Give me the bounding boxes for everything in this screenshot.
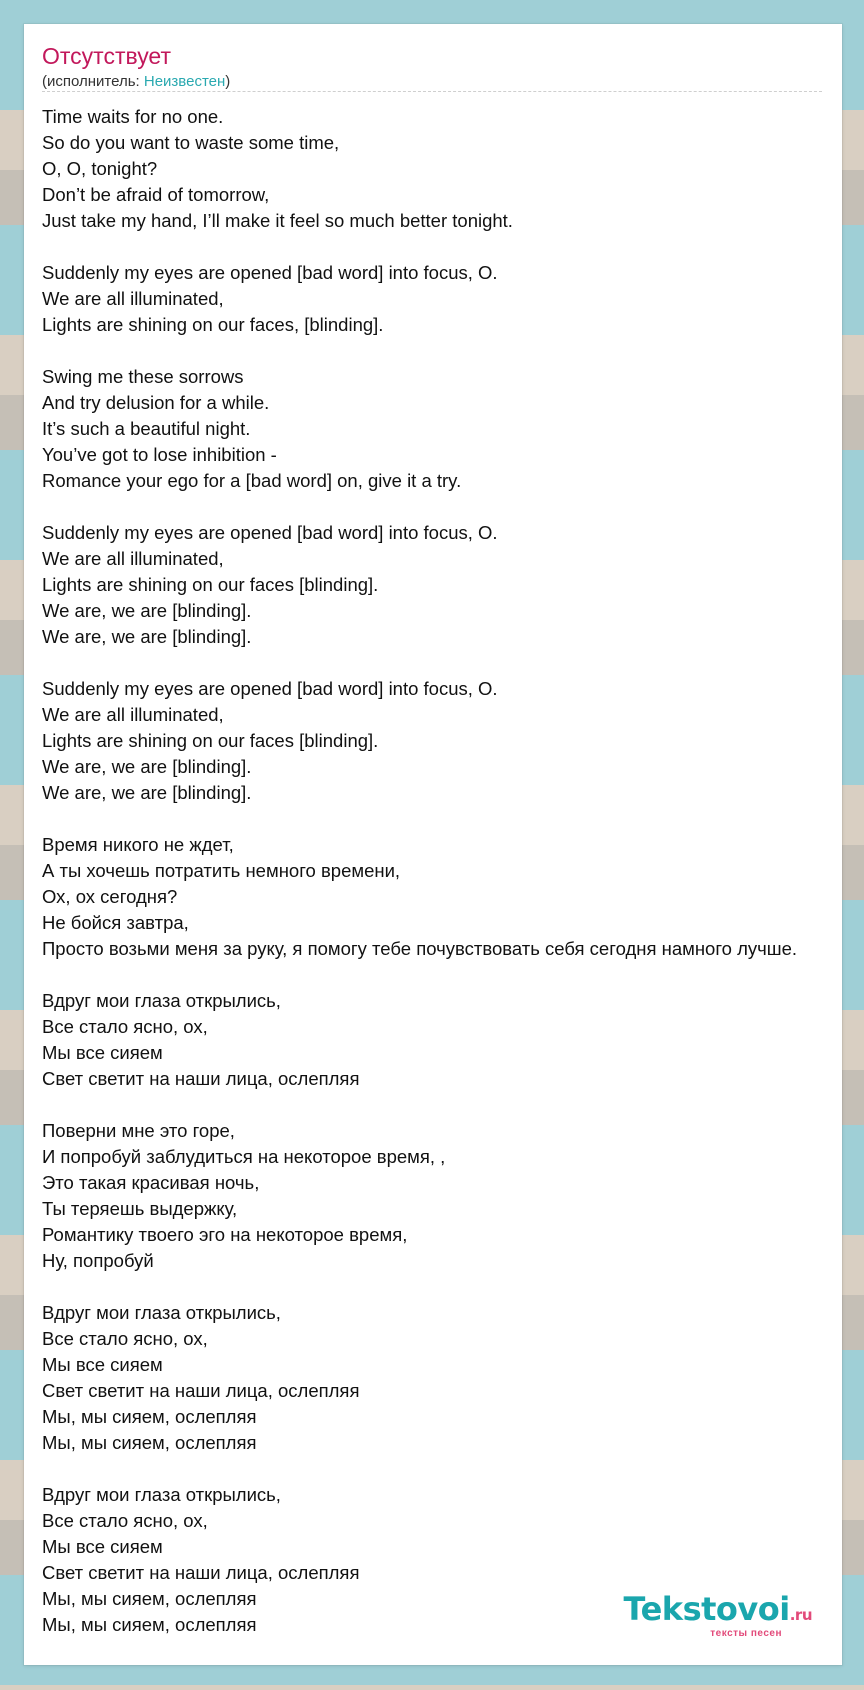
lyric-line: Вдруг мои глаза открылись, [42,1302,281,1323]
artist-prefix: (исполнитель: [42,73,144,90]
lyrics-stanza [42,1118,842,1274]
lyric-line: Time waits for no one. [42,106,224,127]
lyric-line: Suddenly my eyes are opened [bad word] into focus, O. [42,522,498,543]
lyric-line: Свет светит на наши лица, ослепляя [42,1068,360,1089]
lyric-line: We are, we are [blinding]. [42,756,252,777]
lyric-line: We are all illuminated, [42,548,224,569]
lyric-line: We are, we are [blinding]. [42,600,252,621]
lyric-line: Lights are shining on our faces [blinding]. [42,730,379,751]
lyric-line: Lights are shining on our faces, [blinding]. [42,314,384,335]
lyrics-stanza [42,520,842,650]
logo-tld: .ru [789,1606,812,1624]
lyrics-stanza [42,1300,842,1456]
lyrics-text [42,104,842,1664]
lyric-line: So do you want to waste some time, [42,132,340,153]
lyric-line: Swing me these sorrows [42,366,244,387]
lyric-line: O, O, tonight? [42,158,158,179]
lyric-line: Мы, мы сияем, ослепляя [42,1406,257,1427]
lyric-line: Suddenly my eyes are opened [bad word] into focus, O. [42,262,498,283]
lyric-line: Мы все сияем [42,1536,163,1557]
lyrics-stanza [42,364,842,494]
lyric-line: Мы, мы сияем, ослепляя [42,1614,257,1635]
header-divider [42,91,822,92]
lyric-line: Просто возьми меня за руку, я помогу тебе почувствовать себя сегодня намного лучше. [42,938,798,959]
lyric-line: Все стало ясно, ох, [42,1510,208,1531]
artist-link[interactable]: Неизвестен [143,73,226,90]
lyric-line: Романтику твоего эго на некоторое время, [42,1224,408,1245]
lyric-line: А ты хочешь потратить немного времени, [42,860,401,881]
lyric-line: Мы, мы сияем, ослепляя [42,1588,257,1609]
lyric-line: Все стало ясно, ох, [42,1328,208,1349]
lyrics-stanza [42,260,842,338]
lyric-line: Время никого не ждет, [42,834,234,855]
lyrics-card [24,24,842,1665]
lyric-line: We are, we are [blinding]. [42,626,252,647]
lyrics-stanza [42,676,842,806]
artist-suffix: ) [225,73,231,90]
lyric-line: You’ve got to lose inhibition - [42,444,277,465]
lyric-line: Just take my hand, I’ll make it feel so much better tonight. [42,210,513,231]
lyric-line: And try delusion for a while. [42,392,270,413]
lyric-line: Свет светит на наши лица, ослепляя [42,1380,360,1401]
logo-tagline: тексты песен [710,1628,782,1639]
lyric-line: Ты теряешь выдержку, [42,1198,238,1219]
lyric-line: It’s such a beautiful night. [42,418,251,439]
artist-line [42,73,822,91]
lyric-line: Ох, ох сегодня? [42,886,178,907]
lyrics-stanza [42,832,842,962]
lyric-line: Мы все сияем [42,1354,163,1375]
lyric-line: Мы все сияем [42,1042,163,1063]
lyric-line: Lights are shining on our faces [blinding]. [42,574,379,595]
lyric-line: Ну, попробуй [42,1250,154,1271]
lyric-line: We are all illuminated, [42,288,224,309]
lyric-line: Это такая красивая ночь, [42,1172,260,1193]
lyric-line: Don’t be afraid of tomorrow, [42,184,270,205]
lyric-line: Мы, мы сияем, ослепляя [42,1432,257,1453]
lyric-line: Не бойся завтра, [42,912,189,933]
lyric-line: Свет светит на наши лица, ослепляя [42,1562,360,1583]
lyric-line: We are all illuminated, [42,704,224,725]
lyric-line: Вдруг мои глаза открылись, [42,990,281,1011]
lyric-line: Romance your ego for a [bad word] on, give it a try. [42,470,462,491]
song-title: Отсутствует [42,43,171,69]
lyric-line: Поверни мне это горе, [42,1120,235,1141]
song-header [42,42,822,91]
lyric-line: Все стало ясно, ох, [42,1016,208,1037]
lyric-line: Вдруг мои глаза открылись, [42,1484,281,1505]
lyrics-stanza [42,988,842,1092]
lyrics-stanza [42,104,842,234]
logo-wordmark [624,1592,812,1632]
lyric-line: Suddenly my eyes are opened [bad word] into focus, O. [42,678,498,699]
lyric-line: We are, we are [blinding]. [42,782,252,803]
logo-name: Tekstovoi [623,1590,790,1628]
site-logo[interactable] [624,1592,812,1639]
lyric-line: И попробуй заблудиться на некоторое время, , [42,1146,446,1167]
